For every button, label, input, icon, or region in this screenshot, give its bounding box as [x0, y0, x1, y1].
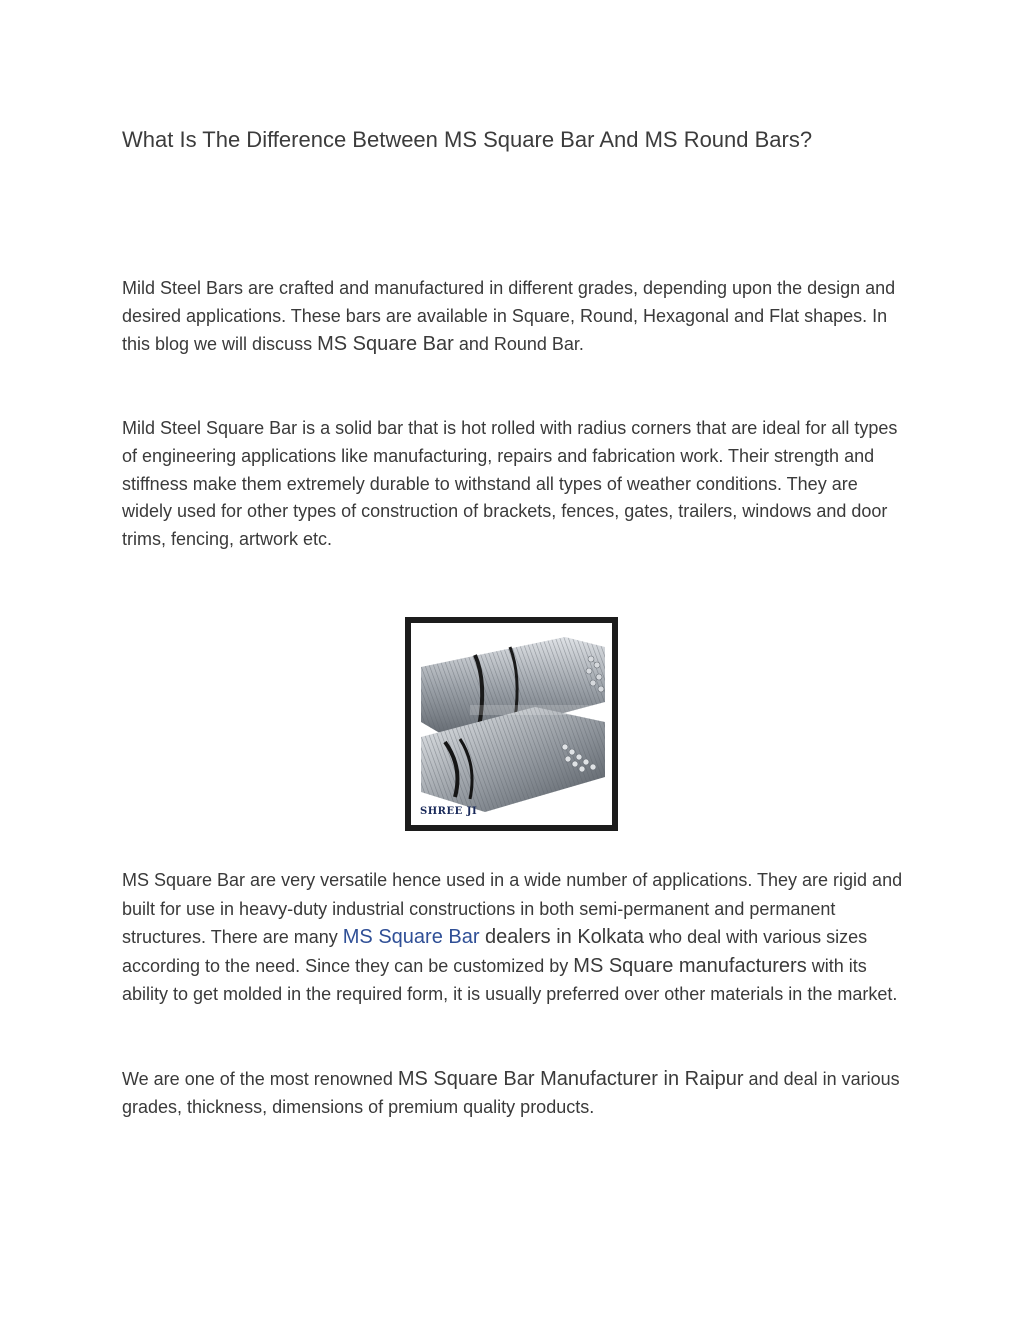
versatility-text-5: with its ability to get molded in the required form, it is usually preferred over other materials in the market. — [122, 955, 898, 1005]
intro-highlight: MS Square Bar — [317, 332, 454, 355]
steel-bars-image-frame — [411, 623, 612, 825]
closing-text-3: and deal in various grades, thickness, dimensions of premium quality products. — [122, 1069, 900, 1117]
manufacturers-text: MS Square manufacturers — [573, 954, 807, 977]
page-title: What Is The Difference Between MS Square Bar And MS Round Bars? — [122, 127, 813, 152]
steel-bars-illustration — [415, 627, 608, 821]
closing-text-1: We are one of the most renowned — [122, 1069, 398, 1089]
steel-bars-image — [405, 617, 618, 831]
versatility-text-3: who deal with various sizes according to the need. Since they can be customized by — [122, 927, 868, 976]
dealers-kolkata-text: dealers in Kolkata — [479, 926, 645, 949]
intro-paragraph — [122, 275, 912, 358]
intro-text: Mild Steel Bars are crafted and manufactured in different grades, depending upon the design and desired applications. These bars are available in Square, Round, Hexagonal and Flat shapes. In this blog we will discuss — [122, 278, 896, 354]
intro-tail: and Round Bar. — [453, 333, 584, 354]
brand-logo: SHREE JI — [420, 806, 478, 817]
manufacturer-raipur-text: MS Square Bar Manufacturer in Raipur — [397, 1068, 744, 1090]
ms-square-bar-link[interactable]: MS Square Bar — [342, 926, 480, 949]
versatility-paragraph — [122, 866, 912, 1009]
closing-paragraph — [122, 1066, 912, 1122]
versatility-text-1: MS Square Bar are very versatile hence used in a wide number of applications. They are rigid and built for use in heavy-duty industrial constructions in both semi-permanent and permanent structures. There are many — [122, 870, 903, 948]
square-bar-description: Mild Steel Square Bar is a solid bar that is hot rolled with radius corners that are ideal for all types of engineering applications like manufacturing, repairs and fabrication work. Their strength and stiffness make them extremely durable to withstand all types of weather conditions. They are widely used for other types of construction of brackets, fences, gates, trailers, windows and door trims, fencing, artwork etc. — [122, 418, 898, 550]
